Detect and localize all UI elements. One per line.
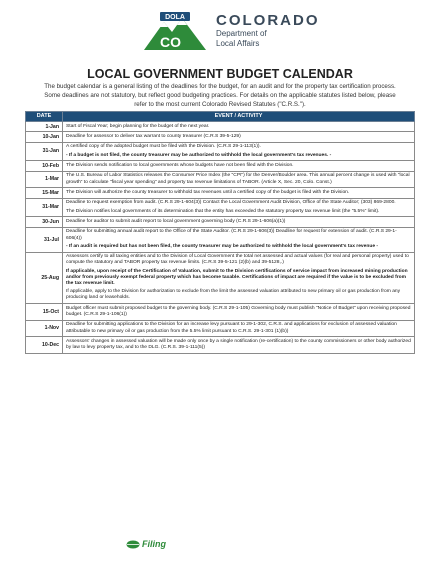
row-date: 31-Jul <box>26 227 63 252</box>
event-text: Deadline to request exemption from audit. (C.R.S 29-1-604(3)) Contact the Local Government Audit Division, Office of the State Auditor; (303) 869-2800. <box>66 200 396 206</box>
table-header-row <box>26 112 415 122</box>
row-events <box>63 188 415 198</box>
logo-text: DOLA <box>165 14 185 21</box>
table-row <box>26 142 415 161</box>
event-text: A certified copy of the adopted budget must be filed with the Division. (C.R.S 29-1-113(1)). <box>66 144 261 150</box>
row-events <box>63 161 415 171</box>
event-column-header: EVENT / ACTIVITY <box>63 112 415 122</box>
table-row <box>26 122 415 132</box>
page-title: LOCAL GOVERNMENT BUDGET CALENDAR <box>87 67 353 81</box>
event-text: Deadline for submitting annual audit report to the Office of the State Auditor. (C.R.S 29-1-606(3)) Deadline for request for extension of audit. (C.R.S 29-1-606(4)) <box>66 229 397 241</box>
row-events <box>63 122 415 132</box>
event-text: Assessors certify to all taxing entities and to the Division of Local Government the total net assessed and actual values (for real and personal property) used to compute the statutory and TABOR property tax revenue limits. (C.R.S 39-5-121 (2)(b) and 39-5128,.) <box>66 254 409 266</box>
event-text: The Division sends notification to local governments whose budgets have not been filed with the Division. <box>66 162 294 168</box>
state-name: COLORADO <box>216 11 320 29</box>
footer-brand: Filing <box>142 539 166 549</box>
row-date: 1-Nov <box>26 320 63 337</box>
intro-paragraph: The budget calendar is a general listing of the deadlines for the budget, for an audit and for the property tax certification process. Some deadlines are not statutory, but reflect good budgeting practices. For details on the applicable statutes listed below, please refer to the most current Colorado Revised Statutes ("C.R.S."). <box>44 83 396 108</box>
table-row <box>26 198 415 217</box>
event-text: The Division will authorize the county treasurer to withhold tax revenues until a certified copy of the budget is filed with the Division. <box>66 189 350 195</box>
table-row <box>26 227 415 252</box>
row-date: 10-Feb <box>26 161 63 171</box>
row-date: 31-Mar <box>26 198 63 217</box>
dept-line-2: Local Affairs <box>216 38 260 48</box>
row-date: 31-Jan <box>26 142 63 161</box>
table-row <box>26 171 415 188</box>
row-date: 10-Jan <box>26 132 63 142</box>
event-text: Start of Fiscal Year; begin planning for the budget of the next year. <box>66 123 210 129</box>
event-text: Budget officer must submit proposed budget to the governing body. (C.R.S 29-1-105) Governing body must publish "Notice of Budget" upon receiving proposed budget. (C.R.S 29-1-106(1)) <box>66 305 411 317</box>
leaf-icon <box>126 540 140 549</box>
table-row <box>26 161 415 171</box>
event-text: - If a budget is not filed, the county treasurer may be authorized to withhold the local government's tax revenues. - <box>66 152 332 158</box>
org-name <box>216 13 320 48</box>
event-text: Deadline for auditor to submit audit report to local government governing body (C.R.S 29-1-606(a)(1)) <box>66 218 286 224</box>
event-text: If applicable, apply to the Division for authorization to exclude from the limit the assessed valuation attributed to new primary oil or gas production from any producing land or leaseholds. <box>66 289 401 301</box>
event-text: Deadline for assessor to deliver tax warrant to county treasurer (C.R.S 39-5-129) <box>66 133 241 139</box>
dola-logo <box>138 10 212 50</box>
row-date: 15-Oct <box>26 304 63 321</box>
table-row <box>26 188 415 198</box>
table-row <box>26 132 415 142</box>
row-date: 10-Dec <box>26 337 63 354</box>
row-events <box>63 320 415 337</box>
row-date: 1-Mar <box>26 171 63 188</box>
event-text: The U.S. Bureau of Labor Statistics releases the Consumer Price Index (the "CPI") for the Denver/Boulder area. This annual percent change is used with "local growth" to calculate "fiscal year spending" and property tax revenue limitations of TABOR. (Article X, Sec. 20, Colo. Const.) <box>66 173 410 185</box>
row-date: 25-Aug <box>26 252 63 304</box>
row-date: 30-Jun <box>26 217 63 227</box>
page-header <box>138 10 320 50</box>
row-events <box>63 337 415 354</box>
row-events <box>63 304 415 321</box>
svg-text:CO: CO <box>160 34 181 50</box>
table-body <box>26 122 415 354</box>
row-events <box>63 252 415 304</box>
row-events <box>63 142 415 161</box>
event-text: Deadline for submitting applications to the Division for an increase levy pursuant to 29-1-302, C.R.S. and applications for exclusion of assessed valuation attributable to new primary oil or gas production from the 5.5% limit pursuant to C.R.S. 29-1-301 (1)(b)) <box>66 322 397 334</box>
footer-logo <box>126 539 166 549</box>
table-row <box>26 217 415 227</box>
table-row <box>26 320 415 337</box>
event-text: - If an audit is required but has not been filed, the county treasurer may be authorized to withhold the local government's tax revenue - <box>66 243 379 249</box>
table-row <box>26 304 415 321</box>
event-text: The Division notifies local governments of its determination that the entity has exceeded the statutory property tax revenue limit (the "5.5%" limit). <box>66 208 380 214</box>
dept-line-1: Department of <box>216 28 267 38</box>
budget-calendar-table <box>25 111 415 354</box>
row-events <box>63 227 415 252</box>
event-text: Assessors' changes in assessed valuation will be made only once by a single notification (re-certification) to the county commissioners or other body authorized by law to levy property tax, and to the DLG. (C.R.S. 39-1-111(5)) <box>66 338 411 351</box>
row-date: 15-Mar <box>26 188 63 198</box>
event-text: If applicable, upon receipt of the Certification of Valuation, submit to the Division certifications of service impact from increased mining production and/or from previously exempt federal property which has become taxable. Certifications of impact are required if the value is to be excluded from the tax revenue limit. <box>66 268 408 286</box>
table-row <box>26 252 415 304</box>
row-events <box>63 198 415 217</box>
row-date: 1-Jan <box>26 122 63 132</box>
row-events <box>63 171 415 188</box>
row-events <box>63 217 415 227</box>
row-events <box>63 132 415 142</box>
table-row <box>26 337 415 354</box>
date-column-header: DATE <box>26 112 63 122</box>
